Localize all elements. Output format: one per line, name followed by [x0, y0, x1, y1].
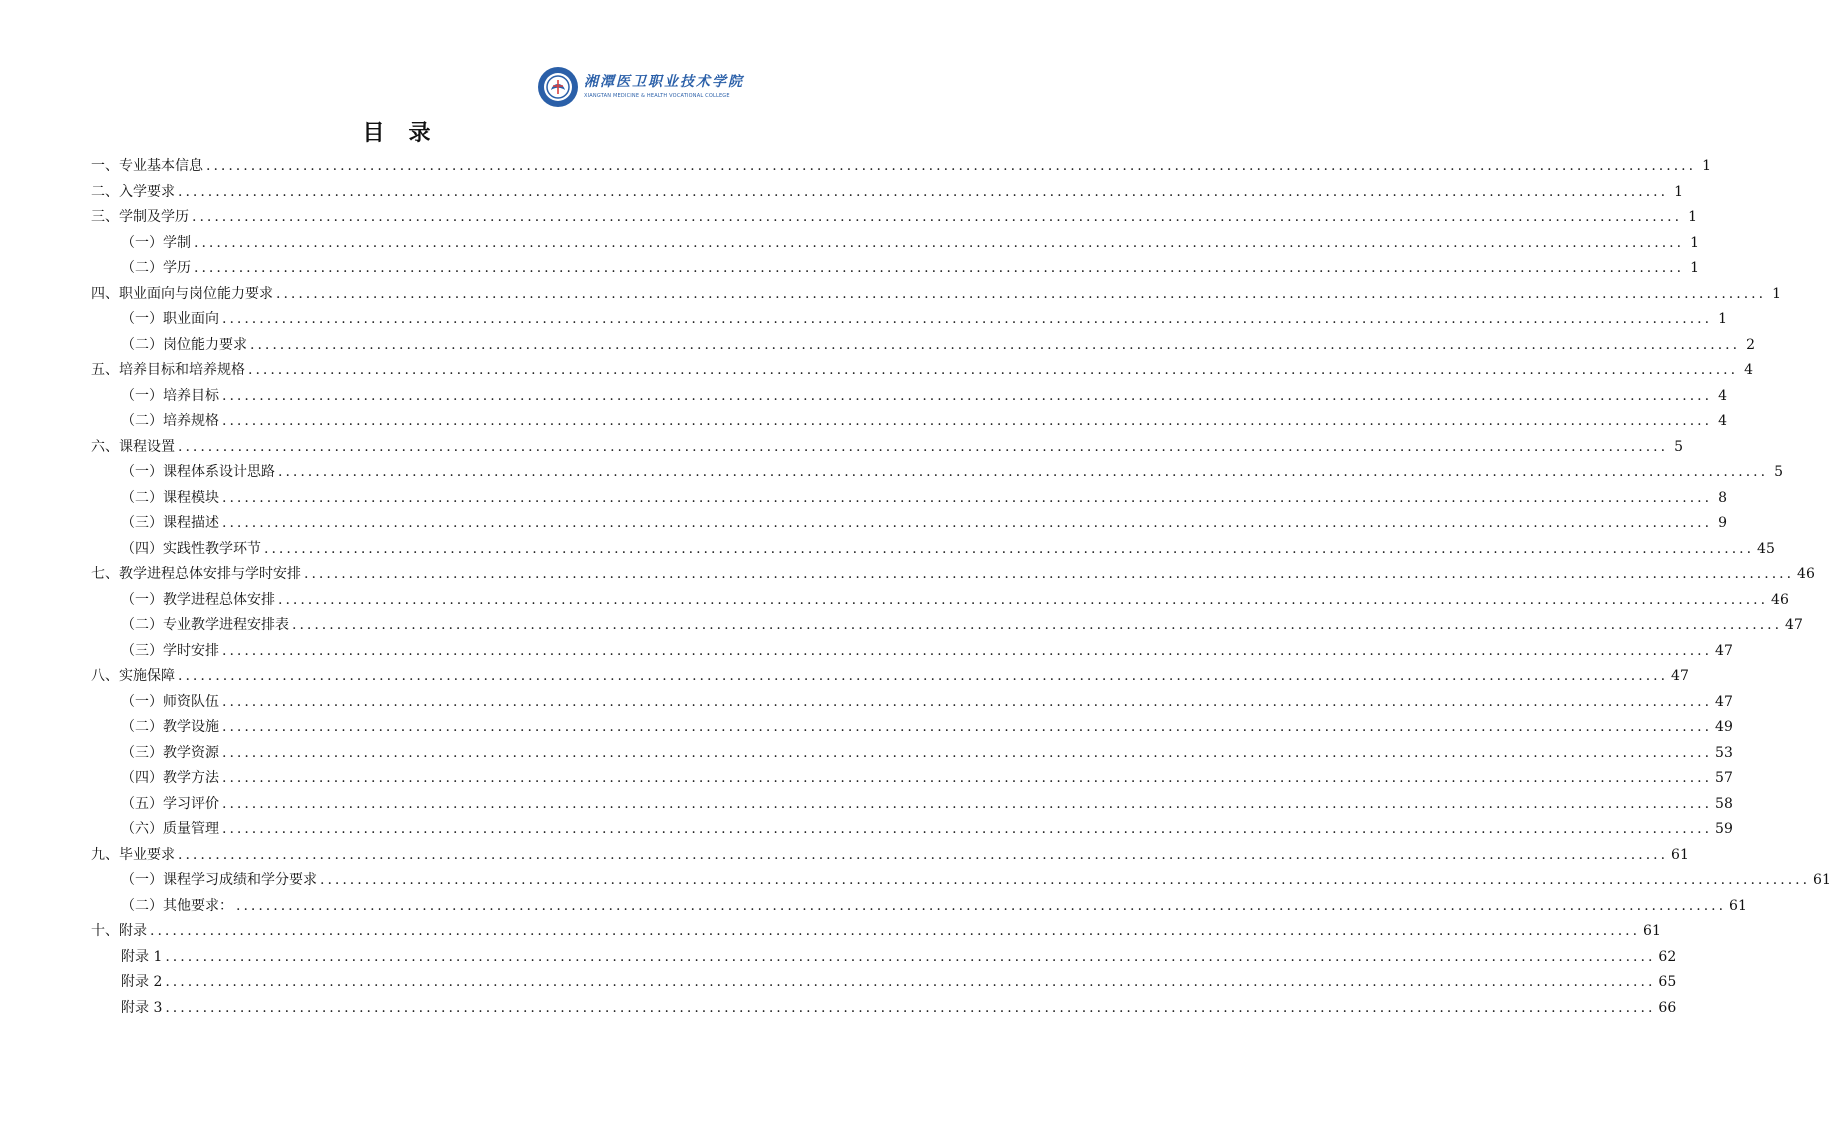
page-title: 目录 — [362, 120, 455, 146]
toc-entry-page: 4 — [1718, 387, 1728, 404]
toc-entry-page: 45 — [1757, 540, 1775, 557]
toc-entry-page: 8 — [1718, 489, 1728, 506]
toc-leader-dots: ........................................................................................................................................................................................................ — [222, 311, 1713, 327]
toc-entry[interactable] — [91, 970, 1677, 996]
toc-entry-label: 三、学制及学历 — [91, 209, 189, 225]
toc-entry-page: 1 — [1772, 285, 1782, 302]
toc-entry-page: 49 — [1715, 719, 1733, 735]
toc-entry[interactable] — [91, 358, 1754, 384]
toc-leader-dots: ........................................................................................................................................................................................................ — [276, 285, 1767, 302]
toc-entry-page: 2 — [1746, 336, 1756, 353]
toc-entry-label: 附录 3 — [121, 999, 163, 1016]
toc-entry-label: （一）课程学习成绩和学分要求 — [121, 872, 317, 888]
toc-entry[interactable] — [91, 613, 1803, 639]
toc-leader-dots: ........................................................................................................................................................................................................ — [278, 464, 1769, 480]
toc-entry[interactable] — [91, 180, 1684, 206]
toc-entry-label: 七、教学进程总体安排与学时安排 — [91, 566, 301, 582]
toc-entry-page: 61 — [1729, 897, 1747, 914]
toc-leader-dots: ........................................................................................................................................................................................................ — [278, 591, 1769, 608]
toc-entry-page: 59 — [1715, 821, 1733, 837]
toc-entry-page: 47 — [1715, 642, 1733, 659]
toc-leader-dots: ........................................................................................................................................................................................................ — [178, 183, 1669, 200]
toc-entry-label: 附录 2 — [121, 974, 163, 990]
toc-entry-page: 65 — [1658, 974, 1677, 990]
toc-entry-page: 4 — [1718, 413, 1728, 429]
toc-entry-page: 62 — [1658, 948, 1677, 965]
toc-leader-dots: ........................................................................................................................................................................................................ — [165, 974, 1656, 990]
toc-entry-page: 57 — [1715, 770, 1733, 786]
toc-entry-label: 附录 1 — [121, 948, 163, 965]
toc-entry-label: （二）课程模块 — [121, 489, 219, 506]
toc-entry-label: （一）课程体系设计思路 — [121, 464, 275, 480]
toc-entry-label: （一）学制 — [121, 234, 191, 251]
toc-leader-dots: ........................................................................................................................................................................................................ — [222, 795, 1713, 812]
toc-entry-page: 4 — [1744, 362, 1754, 378]
toc-entry[interactable] — [91, 562, 1815, 588]
toc-entry[interactable] — [91, 333, 1756, 359]
toc-entry-label: （六）质量管理 — [121, 821, 219, 837]
toc-leader-dots: ........................................................................................................................................................................................................ — [320, 872, 1811, 888]
toc-entry-label: 五、培养目标和培养规格 — [91, 362, 245, 378]
toc-entry[interactable] — [91, 843, 1689, 869]
toc-entry-label: （一）培养目标 — [121, 387, 219, 404]
toc-entry-label: 十、附录 — [91, 923, 147, 939]
toc-entry-page: 61 — [1671, 846, 1689, 863]
toc-entry[interactable] — [91, 256, 1700, 282]
toc-entry[interactable] — [91, 639, 1733, 665]
toc-entry[interactable] — [91, 435, 1684, 461]
toc-leader-dots: ........................................................................................................................................................................................................ — [192, 209, 1683, 225]
toc-entry[interactable] — [91, 307, 1728, 333]
toc-entry-page: 46 — [1771, 591, 1789, 608]
toc-entry[interactable] — [91, 690, 1733, 716]
toc-entry-label: 四、职业面向与岗位能力要求 — [91, 285, 273, 302]
toc-leader-dots: ........................................................................................................................................................................................................ — [236, 897, 1727, 914]
toc-entry[interactable] — [91, 817, 1733, 843]
toc-leader-dots: ........................................................................................................................................................................................................ — [165, 948, 1656, 965]
toc-leader-dots: ........................................................................................................................................................................................................ — [222, 821, 1713, 837]
toc-leader-dots: ........................................................................................................................................................................................................ — [178, 668, 1669, 684]
toc-entry-page: 46 — [1797, 566, 1815, 582]
toc-entry[interactable] — [91, 154, 1712, 180]
toc-entry-page: 9 — [1718, 515, 1728, 531]
toc-entry-page: 1 — [1690, 234, 1700, 251]
toc-entry[interactable] — [91, 894, 1747, 920]
toc-entry-label: （四）实践性教学环节 — [121, 540, 261, 557]
toc-entry-page: 5 — [1774, 464, 1784, 480]
toc-entry-label: （一）职业面向 — [121, 311, 219, 327]
toc-entry-label: （三）学时安排 — [121, 642, 219, 659]
toc-entry-label: （四）教学方法 — [121, 770, 219, 786]
toc-leader-dots: ........................................................................................................................................................................................................ — [222, 387, 1713, 404]
toc-entry[interactable] — [91, 996, 1677, 1022]
toc-entry-page: 58 — [1715, 795, 1733, 812]
toc-entry[interactable] — [91, 588, 1789, 614]
toc-entry-label: 八、实施保障 — [91, 668, 175, 684]
toc-leader-dots: ........................................................................................................................................................................................................ — [165, 999, 1656, 1016]
toc-leader-dots: ........................................................................................................................................................................................................ — [178, 846, 1669, 863]
toc-entry-page: 47 — [1671, 668, 1689, 684]
toc-entry-page: 61 — [1643, 923, 1661, 939]
toc-leader-dots: ........................................................................................................................................................................................................ — [292, 617, 1783, 633]
toc-entry-label: 二、入学要求 — [91, 183, 175, 200]
toc-entry-label: 一、专业基本信息 — [91, 158, 203, 174]
toc-leader-dots: ........................................................................................................................................................................................................ — [222, 413, 1713, 429]
toc-entry-label: （三）课程描述 — [121, 515, 219, 531]
toc-entry[interactable] — [91, 766, 1733, 792]
toc-entry[interactable] — [91, 460, 1784, 486]
toc-entry-label: （二）岗位能力要求 — [121, 336, 247, 353]
toc-entry-page: 1 — [1718, 311, 1728, 327]
logo-english-name: XIANGTAN MEDICINE & HEALTH VOCATIONAL COLLEGE — [584, 93, 730, 99]
toc-entry-label: （三）教学资源 — [121, 744, 219, 761]
toc-leader-dots: ........................................................................................................................................................................................................ — [222, 642, 1713, 659]
toc-entry-page: 66 — [1658, 999, 1677, 1016]
toc-entry[interactable] — [91, 664, 1689, 690]
toc-entry-label: （五）学习评价 — [121, 795, 219, 812]
toc-entry[interactable] — [91, 511, 1728, 537]
toc-entry-page: 47 — [1715, 693, 1733, 710]
toc-leader-dots: ........................................................................................................................................................................................................ — [178, 438, 1669, 455]
toc-leader-dots: ........................................................................................................................................................................................................ — [222, 744, 1713, 761]
toc-entry[interactable] — [91, 231, 1700, 257]
college-logo — [537, 66, 744, 110]
toc-entry-page: 1 — [1674, 183, 1684, 200]
toc-leader-dots: ........................................................................................................................................................................................................ — [222, 489, 1713, 506]
toc-leader-dots: ........................................................................................................................................................................................................ — [264, 540, 1755, 557]
toc-entry[interactable] — [91, 409, 1728, 435]
toc-entry[interactable] — [91, 537, 1775, 563]
toc-entry[interactable] — [91, 486, 1728, 512]
table-of-contents — [91, 154, 1831, 1021]
toc-entry[interactable] — [91, 384, 1728, 410]
toc-entry-page: 61 — [1813, 872, 1831, 888]
toc-entry-page: 1 — [1690, 260, 1700, 276]
toc-entry[interactable] — [91, 792, 1733, 818]
toc-leader-dots: ........................................................................................................................................................................................................ — [222, 719, 1713, 735]
toc-entry-page: 47 — [1785, 617, 1803, 633]
toc-entry[interactable] — [91, 282, 1782, 308]
toc-leader-dots: ........................................................................................................................................................................................................ — [250, 336, 1741, 353]
toc-entry-page: 1 — [1702, 158, 1712, 174]
toc-entry-label: （二）其他要求： — [121, 897, 233, 914]
toc-entry-page: 53 — [1715, 744, 1733, 761]
toc-entry[interactable] — [91, 205, 1698, 231]
toc-entry[interactable] — [91, 741, 1733, 767]
toc-leader-dots: ........................................................................................................................................................................................................ — [304, 566, 1795, 582]
toc-entry-page: 5 — [1674, 438, 1684, 455]
toc-leader-dots: ........................................................................................................................................................................................................ — [222, 693, 1713, 710]
toc-entry-label: （二）教学设施 — [121, 719, 219, 735]
toc-entry-label: （二）专业教学进程安排表 — [121, 617, 289, 633]
toc-entry-label: （二）培养规格 — [121, 413, 219, 429]
toc-leader-dots: ........................................................................................................................................................................................................ — [194, 234, 1685, 251]
toc-entry[interactable] — [91, 919, 1661, 945]
toc-leader-dots: ........................................................................................................................................................................................................ — [150, 923, 1641, 939]
toc-leader-dots: ........................................................................................................................................................................................................ — [222, 515, 1713, 531]
toc-entry-page: 1 — [1688, 209, 1698, 225]
logo-chinese-name: 湘潭医卫职业技术学院 — [584, 74, 744, 90]
toc-entry-label: （一）师资队伍 — [121, 693, 219, 710]
toc-entry-label: 六、课程设置 — [91, 438, 175, 455]
toc-leader-dots: ........................................................................................................................................................................................................ — [222, 770, 1713, 786]
toc-entry[interactable] — [91, 945, 1677, 971]
toc-entry-label: （一）教学进程总体安排 — [121, 591, 275, 608]
toc-leader-dots: ........................................................................................................................................................................................................ — [206, 158, 1697, 174]
toc-entry[interactable] — [91, 715, 1733, 741]
toc-leader-dots: ........................................................................................................................................................................................................ — [248, 362, 1739, 378]
toc-entry-label: 九、毕业要求 — [91, 846, 175, 863]
toc-entry[interactable] — [91, 868, 1831, 894]
toc-entry-label: （二）学历 — [121, 260, 191, 276]
toc-leader-dots: ........................................................................................................................................................................................................ — [194, 260, 1685, 276]
college-emblem-icon — [537, 66, 579, 108]
